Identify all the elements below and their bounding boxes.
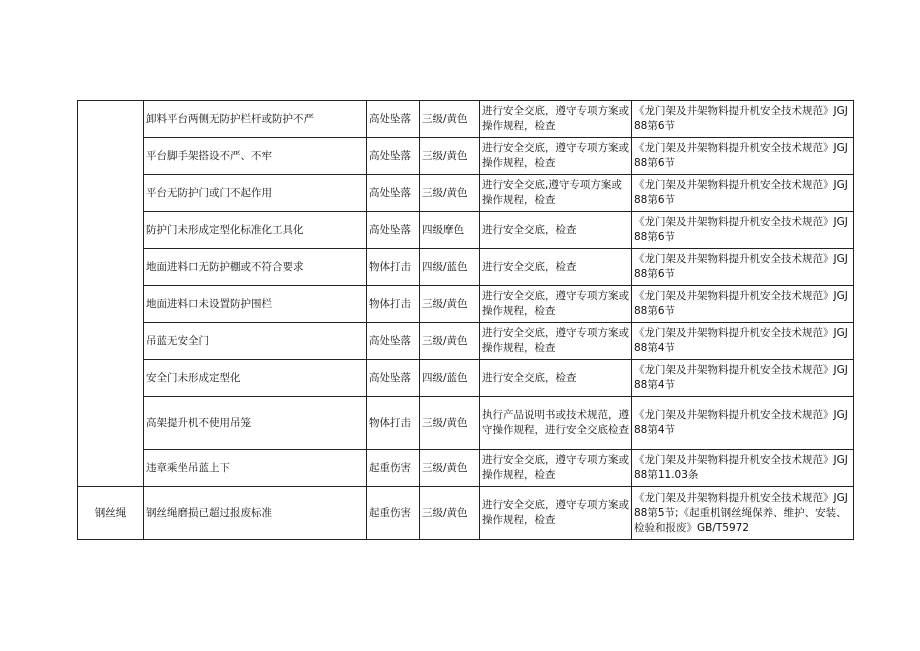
table-row	[78, 360, 854, 397]
risk-level-cell: 三级/黄色	[420, 487, 480, 540]
standard-reference-cell: 《龙门架及井架物料提升机安全技术规范》JGJ88第6节	[632, 212, 854, 249]
hazard-type-cell: 物体打击	[367, 397, 420, 450]
hazard-item-cell: 平台无防护门或门不起作用	[144, 175, 367, 212]
hazard-item-cell: 平台脚手架搭设不严、不牢	[144, 138, 367, 175]
risk-level-cell: 三级/黄色	[420, 101, 480, 138]
standard-reference-cell: 《龙门架及井架物料提升机安全技术规范》JGJ88第11.03条	[632, 450, 854, 487]
table-row	[78, 286, 854, 323]
hazard-type-cell: 物体打击	[367, 249, 420, 286]
hazard-table	[77, 100, 854, 540]
risk-level-cell: 三级/黄色	[420, 175, 480, 212]
hazard-type-cell: 高处坠落	[367, 138, 420, 175]
hazard-type-cell: 高处坠落	[367, 212, 420, 249]
risk-level-cell: 三级/黄色	[420, 397, 480, 450]
table-row	[78, 249, 854, 286]
hazard-type-cell: 高处坠落	[367, 101, 420, 138]
hazard-type-cell: 高处坠落	[367, 175, 420, 212]
hazard-type-cell: 高处坠落	[367, 360, 420, 397]
standard-reference-cell: 《龙门架及井架物料提升机安全技术规范》JGJ88第4节	[632, 323, 854, 360]
risk-level-cell: 四级/蓝色	[420, 249, 480, 286]
table-row	[78, 487, 854, 540]
hazard-item-cell: 安全门未形成定型化	[144, 360, 367, 397]
standard-reference-cell: 《龙门架及井架物料提升机安全技术规范》JGJ88第6节	[632, 138, 854, 175]
table-row	[78, 101, 854, 138]
control-measure-cell: 执行产品说明书或技术规范，遵守操作规程，进行安全交底检查	[480, 397, 632, 450]
control-measure-cell: 进行安全交底，检查	[480, 249, 632, 286]
hazard-type-cell: 物体打击	[367, 286, 420, 323]
standard-reference-cell: 《龙门架及井架物料提升机安全技术规范》JGJ88第6节	[632, 249, 854, 286]
risk-level-cell: 三级/黄色	[420, 286, 480, 323]
category-cell: 钢丝绳	[78, 487, 144, 540]
control-measure-cell: 进行安全交底，遵守专项方案或操作规程，检查	[480, 450, 632, 487]
control-measure-cell: 进行安全交底，遵守专项方案或操作规程，检查	[480, 286, 632, 323]
control-measure-cell: 进行安全交底,遵守专项方案或操作规程，检查	[480, 175, 632, 212]
control-measure-cell: 进行安全交底，检查	[480, 212, 632, 249]
hazard-type-cell: 高处坠落	[367, 323, 420, 360]
hazard-type-cell: 起重伤害	[367, 487, 420, 540]
hazard-item-cell: 防护门未形成定型化标准化工具化	[144, 212, 367, 249]
category-cell	[78, 101, 144, 487]
table-row	[78, 175, 854, 212]
control-measure-cell: 进行安全交底，遵守专项方案或操作规程，检查	[480, 487, 632, 540]
table-row	[78, 323, 854, 360]
control-measure-cell: 进行安全交底，遵守专项方案或操作规程，检查	[480, 101, 632, 138]
hazard-type-cell: 起重伤害	[367, 450, 420, 487]
table-row	[78, 450, 854, 487]
risk-level-cell: 四级摩色	[420, 212, 480, 249]
control-measure-cell: 进行安全交底，遵守专项方案或操作规程，检查	[480, 323, 632, 360]
hazard-item-cell: 吊蓝无安全门	[144, 323, 367, 360]
standard-reference-cell: 《龙门架及井架物料提升机安全技术规范》JGJ88第6节	[632, 101, 854, 138]
hazard-item-cell: 违章乘坐吊蓝上下	[144, 450, 367, 487]
risk-level-cell: 三级/黄色	[420, 138, 480, 175]
standard-reference-cell: 《龙门架及井架物料提升机安全技术规范》JGJ88第4节	[632, 397, 854, 450]
risk-level-cell: 三级/黄色	[420, 450, 480, 487]
hazard-item-cell: 卸料平台两侧无防护栏杆或防护不严	[144, 101, 367, 138]
standard-reference-cell: 《龙门架及井架物料提升机安全技术规范》JGJ88第5节;《起重机钢丝绳保养、维护、安装、检验和报废》GB/T5972	[632, 487, 854, 540]
table-row	[78, 397, 854, 450]
hazard-item-cell: 地面进料口未设置防护围栏	[144, 286, 367, 323]
control-measure-cell: 进行安全交底，遵守专项方案或操作规程，检查	[480, 138, 632, 175]
standard-reference-cell: 《龙门架及井架物料提升机安全技术规范》JGJ88第6节	[632, 175, 854, 212]
standard-reference-cell: 《龙门架及井架物料提升机安全技术规范》JGJ88第6节	[632, 286, 854, 323]
hazard-item-cell: 高架提升机不使用吊笼	[144, 397, 367, 450]
hazard-item-cell: 地面进料口无防护棚或不符合要求	[144, 249, 367, 286]
control-measure-cell: 进行安全交底，检查	[480, 360, 632, 397]
hazard-item-cell: 钢丝绳磨损已超过报废标准	[144, 487, 367, 540]
standard-reference-cell: 《龙门架及井架物料提升机安全技术规范》JGJ88第4节	[632, 360, 854, 397]
risk-level-cell: 四级/蓝色	[420, 360, 480, 397]
table-row	[78, 138, 854, 175]
risk-level-cell: 三级/黄色	[420, 323, 480, 360]
table-row	[78, 212, 854, 249]
